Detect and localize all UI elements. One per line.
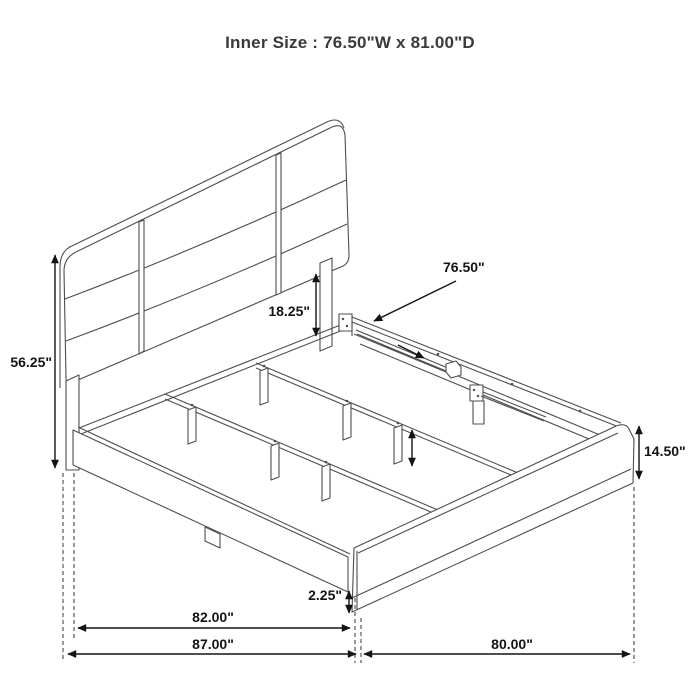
label-frame-length: 82.00" bbox=[192, 609, 234, 625]
headboard bbox=[60, 120, 349, 470]
headboard-batten-right bbox=[276, 153, 281, 295]
support-leg bbox=[271, 443, 279, 480]
label-overall-depth: 87.00" bbox=[192, 636, 234, 652]
headboard-batten-left bbox=[139, 220, 144, 354]
rail-bracket-head bbox=[339, 314, 352, 331]
dim-leader-inner-width bbox=[374, 281, 456, 321]
label-footboard-width: 80.00" bbox=[491, 636, 533, 652]
rail-bracket-mid bbox=[470, 385, 484, 424]
frame-front bbox=[73, 425, 634, 612]
support-rail-2 bbox=[256, 363, 530, 483]
label-inner-width: 76.50" bbox=[443, 259, 485, 275]
label-headboard-height: 56.25" bbox=[10, 354, 52, 370]
label-headboard-inner-height: 18.25" bbox=[268, 303, 310, 319]
metal-rail-1-block bbox=[446, 361, 461, 378]
support-leg bbox=[188, 407, 196, 444]
label-footboard-height: 14.50" bbox=[644, 443, 686, 459]
label-rail-bottom-gap: 2.25" bbox=[308, 587, 342, 603]
right-side-rail bbox=[352, 317, 621, 446]
support-leg bbox=[343, 403, 351, 440]
diagram-title: Inner Size : 76.50"W x 81.00"D bbox=[225, 33, 475, 52]
support-leg bbox=[260, 368, 268, 405]
support-leg bbox=[394, 425, 402, 464]
support-leg bbox=[322, 464, 330, 501]
